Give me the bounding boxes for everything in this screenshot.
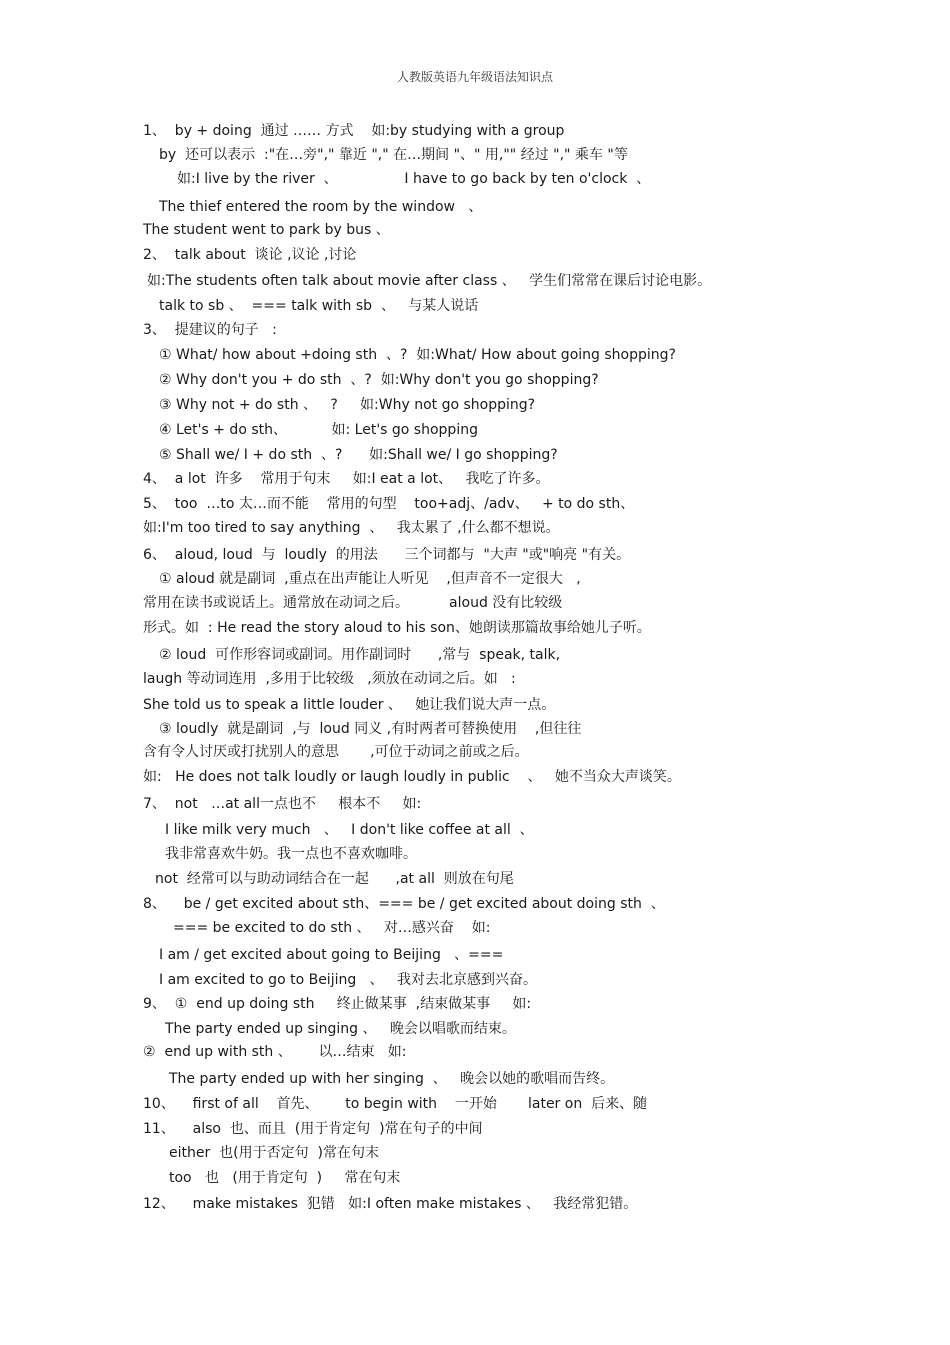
text-line: The party ended up singing 、 晚会以唱歌而结束。 bbox=[165, 1021, 516, 1037]
text-line: ⑤ Shall we/ I + do sth 、? 如:Shall we/ I go shopping? bbox=[159, 447, 558, 463]
text-line: not 经常可以与助动词结合在一起 ,at all 则放在句尾 bbox=[155, 871, 514, 887]
text-line: 11、 also 也、而且 (用于肯定句 )常在句子的中间 bbox=[143, 1121, 483, 1137]
text-line: 如: He does not talk loudly or laugh loudly in public 、 她不当众大声谈笑。 bbox=[143, 769, 681, 785]
text-line: 12、 make mistakes 犯错 如:I often make mistakes 、 我经常犯错。 bbox=[143, 1196, 638, 1212]
text-line: laugh 等动词连用 ,多用于比较级 ,须放在动词之后。如 : bbox=[143, 671, 516, 687]
text-line: The thief entered the room by the window 、 bbox=[159, 199, 483, 215]
text-line: 如:I'm too tired to say anything 、 我太累了 ,什么都不想说。 bbox=[143, 520, 560, 536]
text-line: 7、 not …at all一点也不 根本不 如: bbox=[143, 796, 422, 812]
text-line: 4、 a lot 许多 常用于句末 如:I eat a lot、 我吃了许多。 bbox=[143, 471, 550, 487]
text-line: The student went to park by bus 、 bbox=[143, 222, 390, 238]
text-line: ② Why don't you + do sth 、? 如:Why don't you go shopping? bbox=[159, 372, 599, 388]
text-line: === be excited to do sth 、 对…感兴奋 如: bbox=[173, 920, 491, 936]
text-line: ② end up with sth 、 以…结束 如: bbox=[143, 1044, 407, 1060]
text-line: either 也(用于否定句 )常在句末 bbox=[169, 1145, 379, 1161]
text-line: 5、 too …to 太…而不能 常用的句型 too+adj、/adv、 + to do sth、 bbox=[143, 496, 635, 512]
text-line: ② loud 可作形容词或副词。用作副词时 ,常与 speak, talk, bbox=[159, 647, 561, 663]
page-header: 人教版英语九年级语法知识点 bbox=[396, 70, 553, 84]
text-line: I am / get excited about going to Beijing 、=== bbox=[159, 947, 504, 963]
text-line: 1、 by + doing 通过 …… 方式 如:by studying with a group bbox=[143, 123, 565, 139]
text-line: ③ loudly 就是副词 ,与 loud 同义 ,有时两者可替换使用 ,但往往 bbox=[159, 721, 582, 737]
text-line: talk to sb 、 === talk with sb 、 与某人说话 bbox=[159, 298, 479, 314]
text-line: by 还可以表示 :"在…旁"," 靠近 "," 在…期间 "、" 用,"" 经过 "," 乘车 "等 bbox=[159, 147, 628, 163]
text-line: ① What/ how about +doing sth 、? 如:What/ How about going shopping? bbox=[159, 347, 676, 363]
text-line: 我非常喜欢牛奶。我一点也不喜欢咖啡。 bbox=[165, 846, 417, 862]
text-line: 含有令人讨厌或打扰别人的意思 ,可位于动词之前或之后。 bbox=[143, 744, 529, 760]
text-line: She told us to speak a little louder 、 她让我们说大声一点。 bbox=[143, 697, 556, 713]
text-line: I am excited to go to Beijing 、 我对去北京感到兴奋。 bbox=[159, 972, 537, 988]
text-line: ③ Why not + do sth 、 ? 如:Why not go shopping? bbox=[159, 397, 536, 413]
text-line: 9、 ① end up doing sth 终止做某事 ,结束做某事 如: bbox=[143, 996, 532, 1012]
text-line: 6、 aloud, loud 与 loudly 的用法 三个词都与 "大声 "或"响亮 "有关。 bbox=[143, 547, 631, 563]
text-line: 10、 first of all 首先、 to begin with 一开始 later on 后来、随 bbox=[143, 1096, 648, 1112]
text-line: ④ Let's + do sth、 如: Let's go shopping bbox=[159, 422, 478, 438]
text-line: too 也 (用于肯定句 ) 常在句末 bbox=[169, 1170, 401, 1186]
text-line: I like milk very much 、 I don't like coffee at all 、 bbox=[165, 822, 534, 838]
text-line: The party ended up with her singing 、 晚会以她的歌唱而告终。 bbox=[169, 1071, 615, 1087]
text-line: 2、 talk about 谈论 ,议论 ,讨论 bbox=[143, 247, 357, 263]
text-line: 形式。如 : He read the story aloud to his son、她朗读那篇故事给她儿子听。 bbox=[143, 620, 651, 636]
text-line: 3、 提建议的句子 : bbox=[143, 322, 277, 338]
text-line: 常用在读书或说话上。通常放在动词之后。 aloud 没有比较级 bbox=[143, 595, 563, 611]
text-line: 如:The students often talk about movie after class 、 学生们常常在课后讨论电影。 bbox=[147, 273, 712, 289]
text-line: ① aloud 就是副词 ,重点在出声能让人听见 ,但声音不一定很大 , bbox=[159, 571, 581, 587]
text-line: 如:I live by the river 、 I have to go back by ten o'clock 、 bbox=[177, 171, 651, 187]
text-line: 8、 be / get excited about sth、=== be / get excited about doing sth 、 bbox=[143, 896, 665, 912]
